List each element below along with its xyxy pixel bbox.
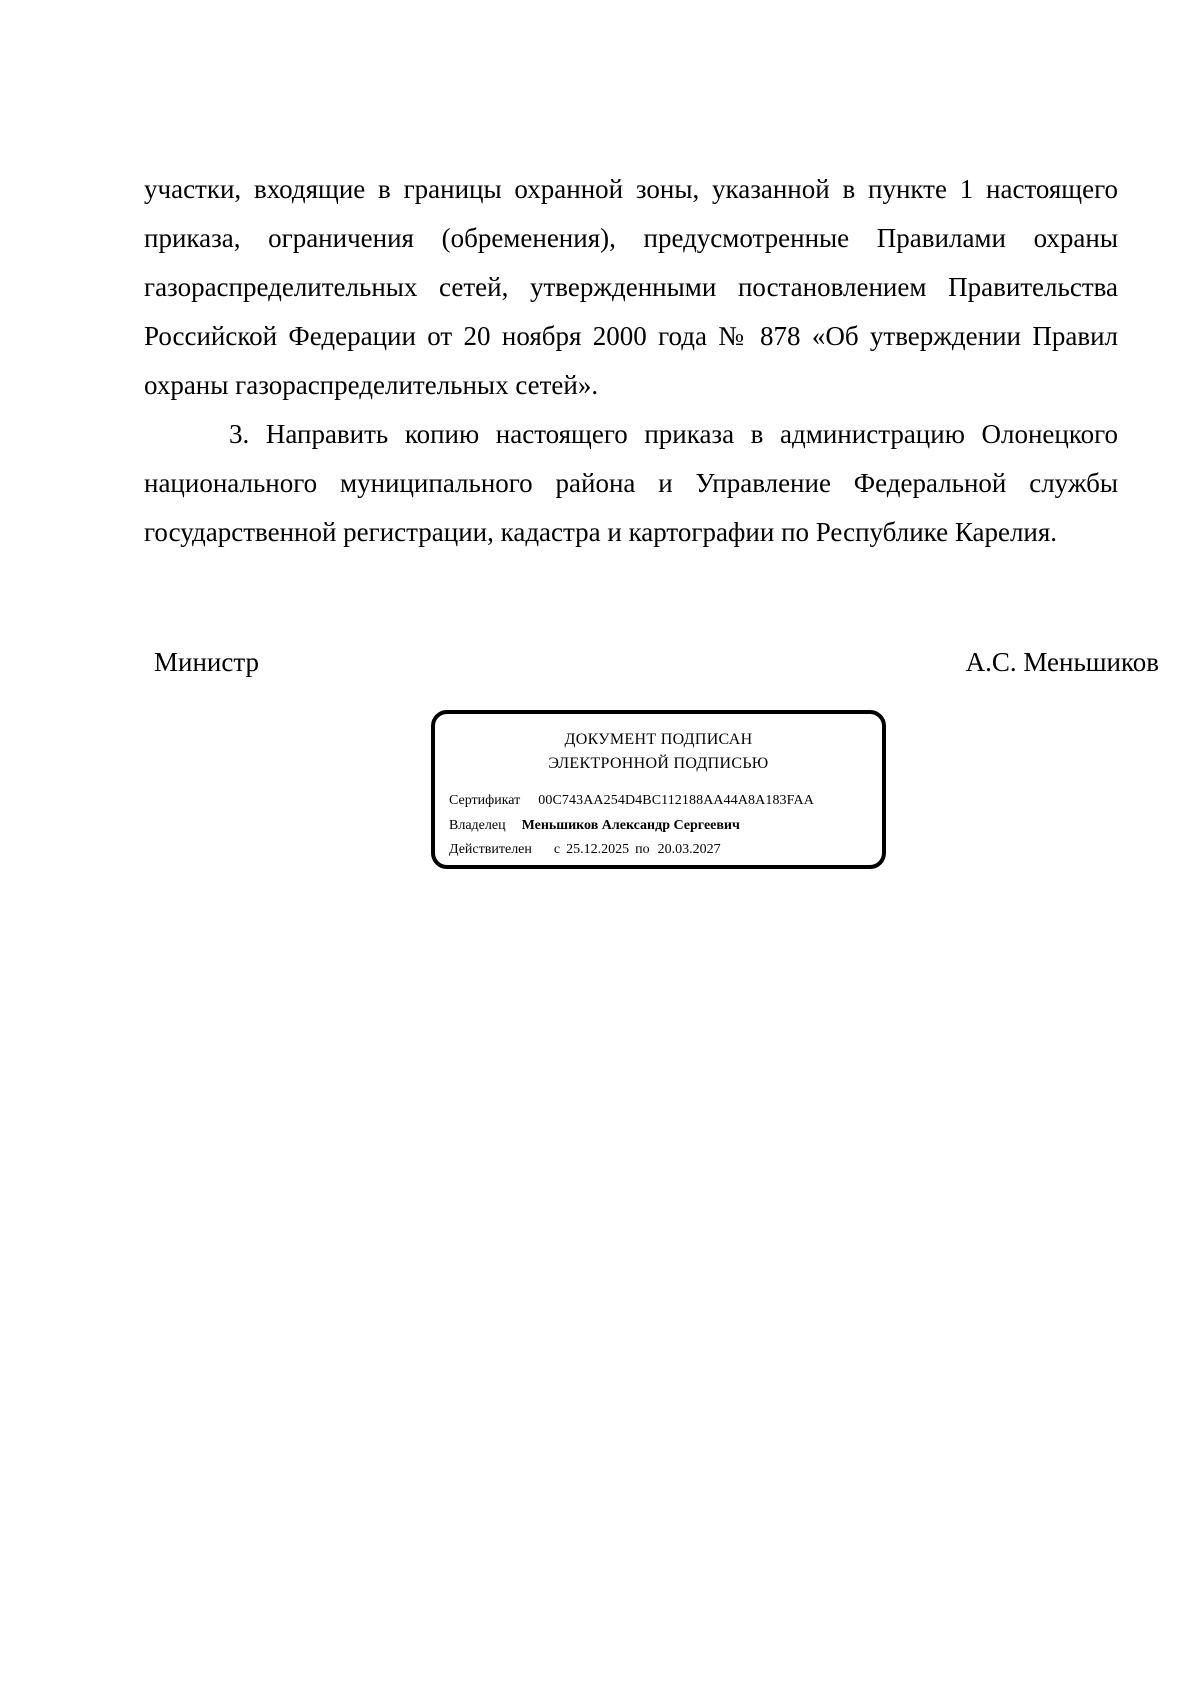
paragraph-item-3: 3. Направить копию настоящего приказа в администрацию Олонецкого национального муниципального района и Управление Федеральной службы государственной регистрации, кадастра и картографии по Республике Карелия. bbox=[144, 419, 1118, 547]
valid-to-date: 20.03.2027 bbox=[657, 842, 721, 857]
signer-name: А.С. Меньшиков bbox=[965, 647, 1159, 677]
stamp-owner-row bbox=[449, 817, 740, 835]
valid-label: Действителен bbox=[449, 842, 532, 857]
owner-value: Меньшиков Александр Сергеевич bbox=[521, 818, 740, 833]
valid-to-prefix: по bbox=[635, 842, 650, 857]
electronic-signature-stamp bbox=[431, 710, 886, 869]
certificate-label: Сертификат bbox=[449, 793, 521, 808]
signer-position: Министр bbox=[154, 647, 259, 677]
stamp-heading-line-2: ЭЛЕКТРОННОЙ ПОДПИСЬЮ bbox=[548, 755, 769, 772]
owner-label: Владелец bbox=[449, 818, 506, 833]
stamp-heading bbox=[435, 728, 882, 776]
certificate-value: 00C743AA254D4BC112188AA44A8A183FAA bbox=[538, 793, 814, 808]
document-body bbox=[144, 165, 1118, 557]
valid-from-date: 25.12.2025 bbox=[566, 842, 630, 857]
stamp-certificate-row bbox=[449, 792, 814, 810]
stamp-heading-line-1: ДОКУМЕНТ ПОДПИСАН bbox=[564, 731, 753, 748]
stamp-validity-row bbox=[449, 841, 721, 859]
valid-from-prefix: с bbox=[553, 842, 561, 857]
paragraph-continuation: участки, входящие в границы охранной зоны, указанной в пункте 1 настоящего приказа, ограничения (обременения), предусмотренные Правилами охраны газораспределительных сетей, утвержденными постановлением Правительства Российской Федерации от 20 ноября 2000 года № 878 «Об утверждении Правил охраны газораспределительных сетей». bbox=[144, 174, 1118, 400]
